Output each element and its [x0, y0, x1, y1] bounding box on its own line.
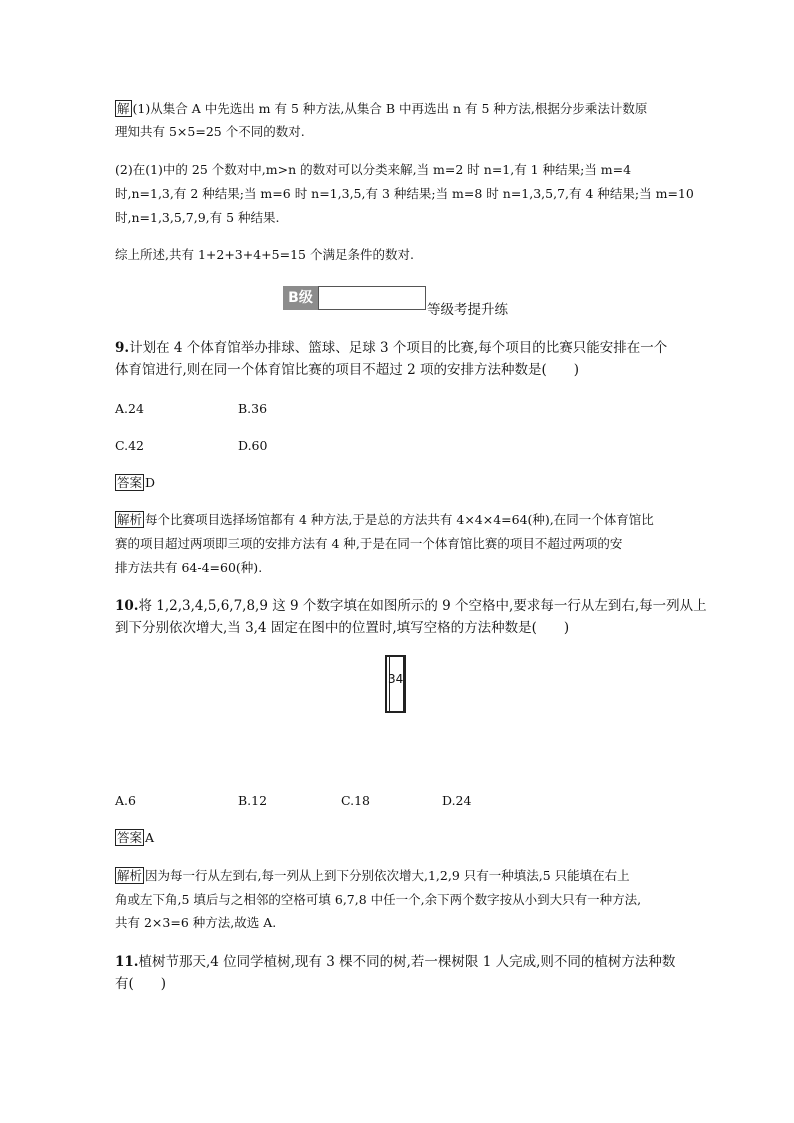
solution-tag: 解	[117, 101, 130, 116]
q10-option-d: D.24	[442, 793, 472, 808]
solution-summary: 综上所述,共有 1+2+3+4+5=15 个满足条件的数对.	[115, 247, 414, 262]
solution-line-4: 时,n=1,3,有 2 种结果;当 m=6 时 n=1,3,5,有 3 种结果;当 m=8 时 n=1,3,5,7,有 4 种结果;当 m=10	[115, 186, 694, 201]
analysis-tag: 解析	[117, 868, 143, 883]
q10-option-a: A.6	[115, 793, 136, 808]
level-box	[318, 286, 426, 310]
solution-line-1: 解 (1)从集合 A 中先选出 m 有 5 种方法,从集合 B 中再选出 n 有 5 种方法,根据分步乘法计数原	[117, 101, 648, 116]
q10-line-2: 到下分别依次增大,当 3,4 固定在图中的位置时,填写空格的方法种数是( )	[115, 620, 570, 636]
grid-fixed-numbers: 34	[388, 672, 404, 686]
q10-line-1: 10.将 1,2,3,4,5,6,7,8,9 这 9 个数字填在如图所示的 9 个空格中,要求每一行从左到右,每一列从上	[115, 598, 707, 614]
q9-line-2: 体育馆进行,则在同一个体育馆比赛的项目不超过 2 项的安排方法种数是( )	[115, 362, 579, 378]
level-badge: B级	[283, 286, 318, 310]
q11-line-2: 有( )	[115, 976, 167, 992]
answer-value: D	[145, 475, 156, 490]
q10-option-c: C.18	[341, 793, 370, 808]
section-title: 等级考提升练	[427, 302, 508, 318]
q9-option-a: A.24	[115, 401, 144, 416]
solution-line-3: (2)在(1)中的 25 个数对中,m>n 的数对可以分类来解,当 m=2 时 n=1,有 1 种结果;当 m=4	[115, 162, 632, 177]
analysis-tag: 解析	[117, 512, 143, 527]
q9-option-d: D.60	[238, 438, 268, 453]
q9-number: 9.	[115, 340, 130, 356]
q10-option-b: B.12	[238, 793, 268, 808]
q9-answer	[115, 475, 155, 491]
answer-tag: 答案	[117, 830, 143, 845]
answer-value: A	[145, 830, 155, 845]
answer-tag: 答案	[117, 475, 143, 490]
q10-analysis-1: 解析 因为每一行从左到右,每一列从上到下分别依次增大,1,2,9 只有一种填法,5 只能填在右上	[117, 868, 630, 883]
q10-analysis-2: 角或左下角,5 填后与之相邻的空格可填 6,7,8 中任一个,余下两个数字按从小到大只有一种方法,	[115, 892, 642, 907]
q11-line-1: 11.植树节那天,4 位同学植树,现有 3 棵不同的树,若一棵树限 1 人完成,则不同的植树方法种数	[115, 954, 676, 970]
q9-line-1: 9.计划在 4 个体育馆举办排球、篮球、足球 3 个项目的比赛,每个项目的比赛只能安排在一个	[115, 340, 668, 356]
q11-number: 11.	[115, 954, 139, 970]
q9-analysis-1: 解析 每个比赛项目选择场馆都有 4 种方法,于是总的方法共有 4×4×4=64(种),在同一个体育馆比	[117, 512, 654, 527]
solution-line-5: 时,n=1,3,5,7,9,有 5 种结果.	[115, 210, 280, 225]
q10-answer	[115, 830, 154, 846]
q9-analysis-3: 排方法共有 64-4=60(种).	[115, 560, 263, 575]
q9-option-c: C.42	[115, 438, 144, 453]
q10-number: 10.	[115, 598, 139, 614]
q10-analysis-3: 共有 2×3=6 种方法,故选 A.	[115, 915, 277, 930]
solution-line-2: 理知共有 5×5=25 个不同的数对.	[115, 124, 305, 139]
q9-option-b: B.36	[238, 401, 268, 416]
grid-figure	[385, 655, 406, 713]
q9-analysis-2: 赛的项目超过两项即三项的安排方法有 4 种,于是在同一个体育馆比赛的项目不超过两项的安	[115, 536, 623, 551]
